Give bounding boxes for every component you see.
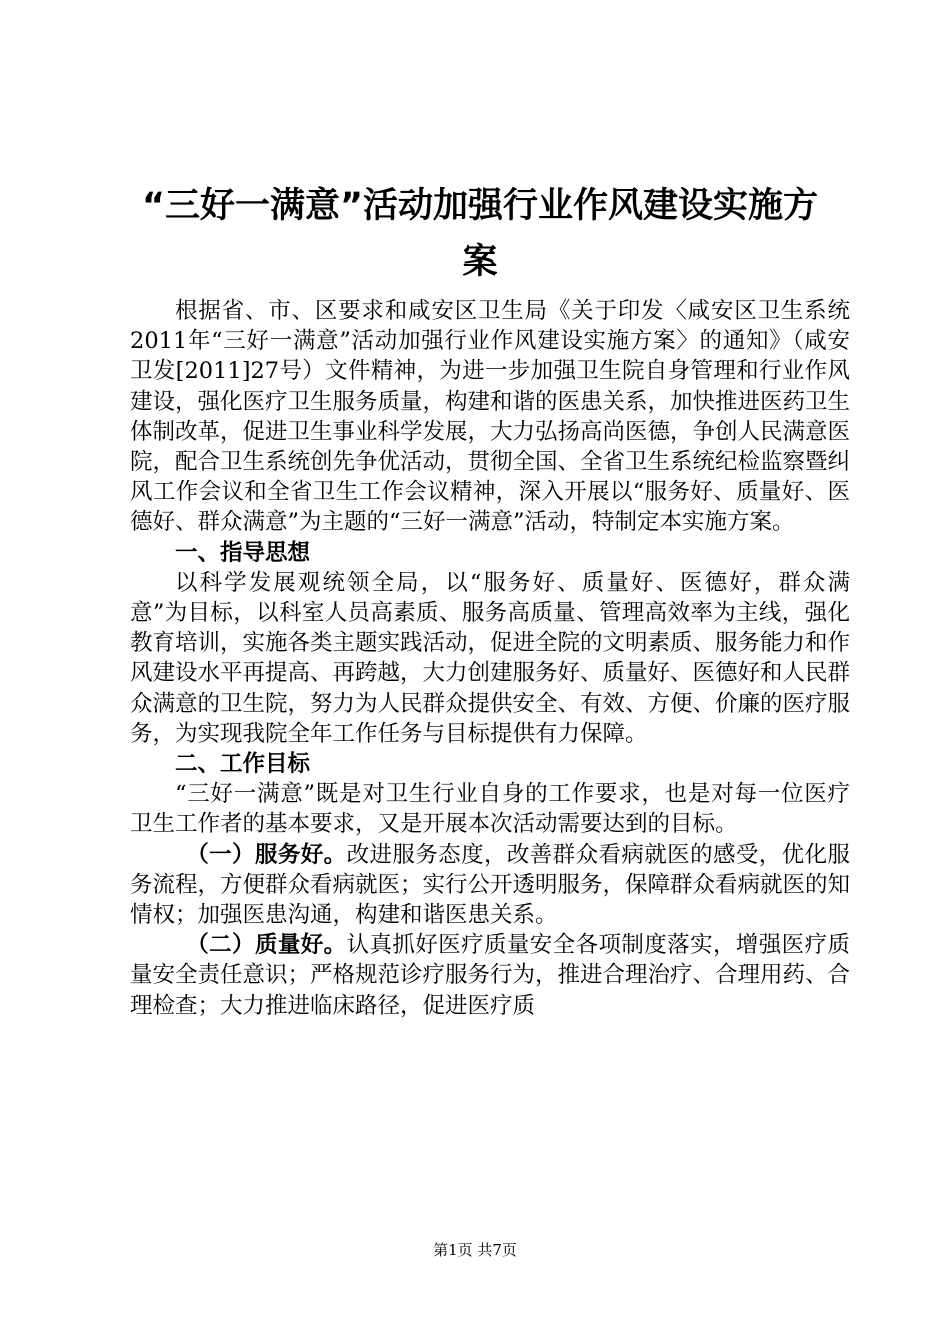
document-title-line-2: 案 [462, 242, 498, 282]
section-1-paragraph: 以科学发展观统领全局，以“服务好、质量好、医德好，群众满意”为目标，以科室人员高素质、服务高质量、管理高效率为主线，强化教育培训，实施各类主题实践活动，促进全院的文明素质、服务能力和作风建设水平再提高、再跨越，大力创建服务好、质量好、医德好和人民群众满意的卫生院，努力为人民群众提供安全、有效、方便、价廉的医疗服务，为实现我院全年工作任务与目标提供有力保障。 [130, 569, 851, 747]
goal-item-service-text: 改进服务态度，改善群众看病就医的感受，优化服务流程，方便群众看病就医；实行公开透明服务，保障群众看病就医的知情权；加强医患沟通，构建和谐医患关系。 [130, 841, 851, 929]
goal-item-service [130, 840, 850, 931]
goal-item-quality-lead: （二）质量好。 [186, 932, 347, 959]
intro-paragraph: 根据省、市、区要求和咸安区卫生局《关于印发〈咸安区卫生系统2011年“三好一满意”活动加强行业作风建设实施方案〉的通知》（咸安卫发[2011]27号）文件精神，为进一步加强卫生院自身管理和行业作风建设，强化医疗卫生服务质量，构建和谐的医患关系，加快推进医药卫生体制改革，促进卫生事业科学发展，大力弘扬高尚医德，争创人民满意医院，配合卫生系统创先争优活动，贯彻全国、全省卫生系统纪检监察暨纠风工作会议和全省卫生工作会议精神，深入开展以“服务好、质量好、医德好、群众满意”为主题的“三好一满意”活动，特制定本实施方案。 [130, 298, 851, 536]
goal-item-quality [130, 930, 850, 1021]
section-1-heading: 一、指导思想 [175, 539, 311, 566]
document-body [130, 296, 850, 1021]
goal-item-service-lead: （一）服务好。 [186, 841, 347, 868]
document-title-line-1: “三好一满意”活动加强行业作风建设实施方 [141, 186, 818, 226]
section-2-heading: 二、工作目标 [175, 751, 311, 778]
goal-item-quality-text: 认真抓好医疗质量安全各项制度落实，增强医疗质量安全责任意识；严格规范诊疗服务行为，推进合理治疗、合理用药、合理检查；大力推进临床路径，促进医疗质 [130, 932, 851, 1019]
page-number-footer: 第1页 共7页 [433, 1241, 517, 1259]
section-2-paragraph: “三好一满意”既是对卫生行业自身的工作要求，也是对每一位医疗卫生工作者的基本要求，又是开展本次活动需要达到的目标。 [130, 781, 850, 838]
